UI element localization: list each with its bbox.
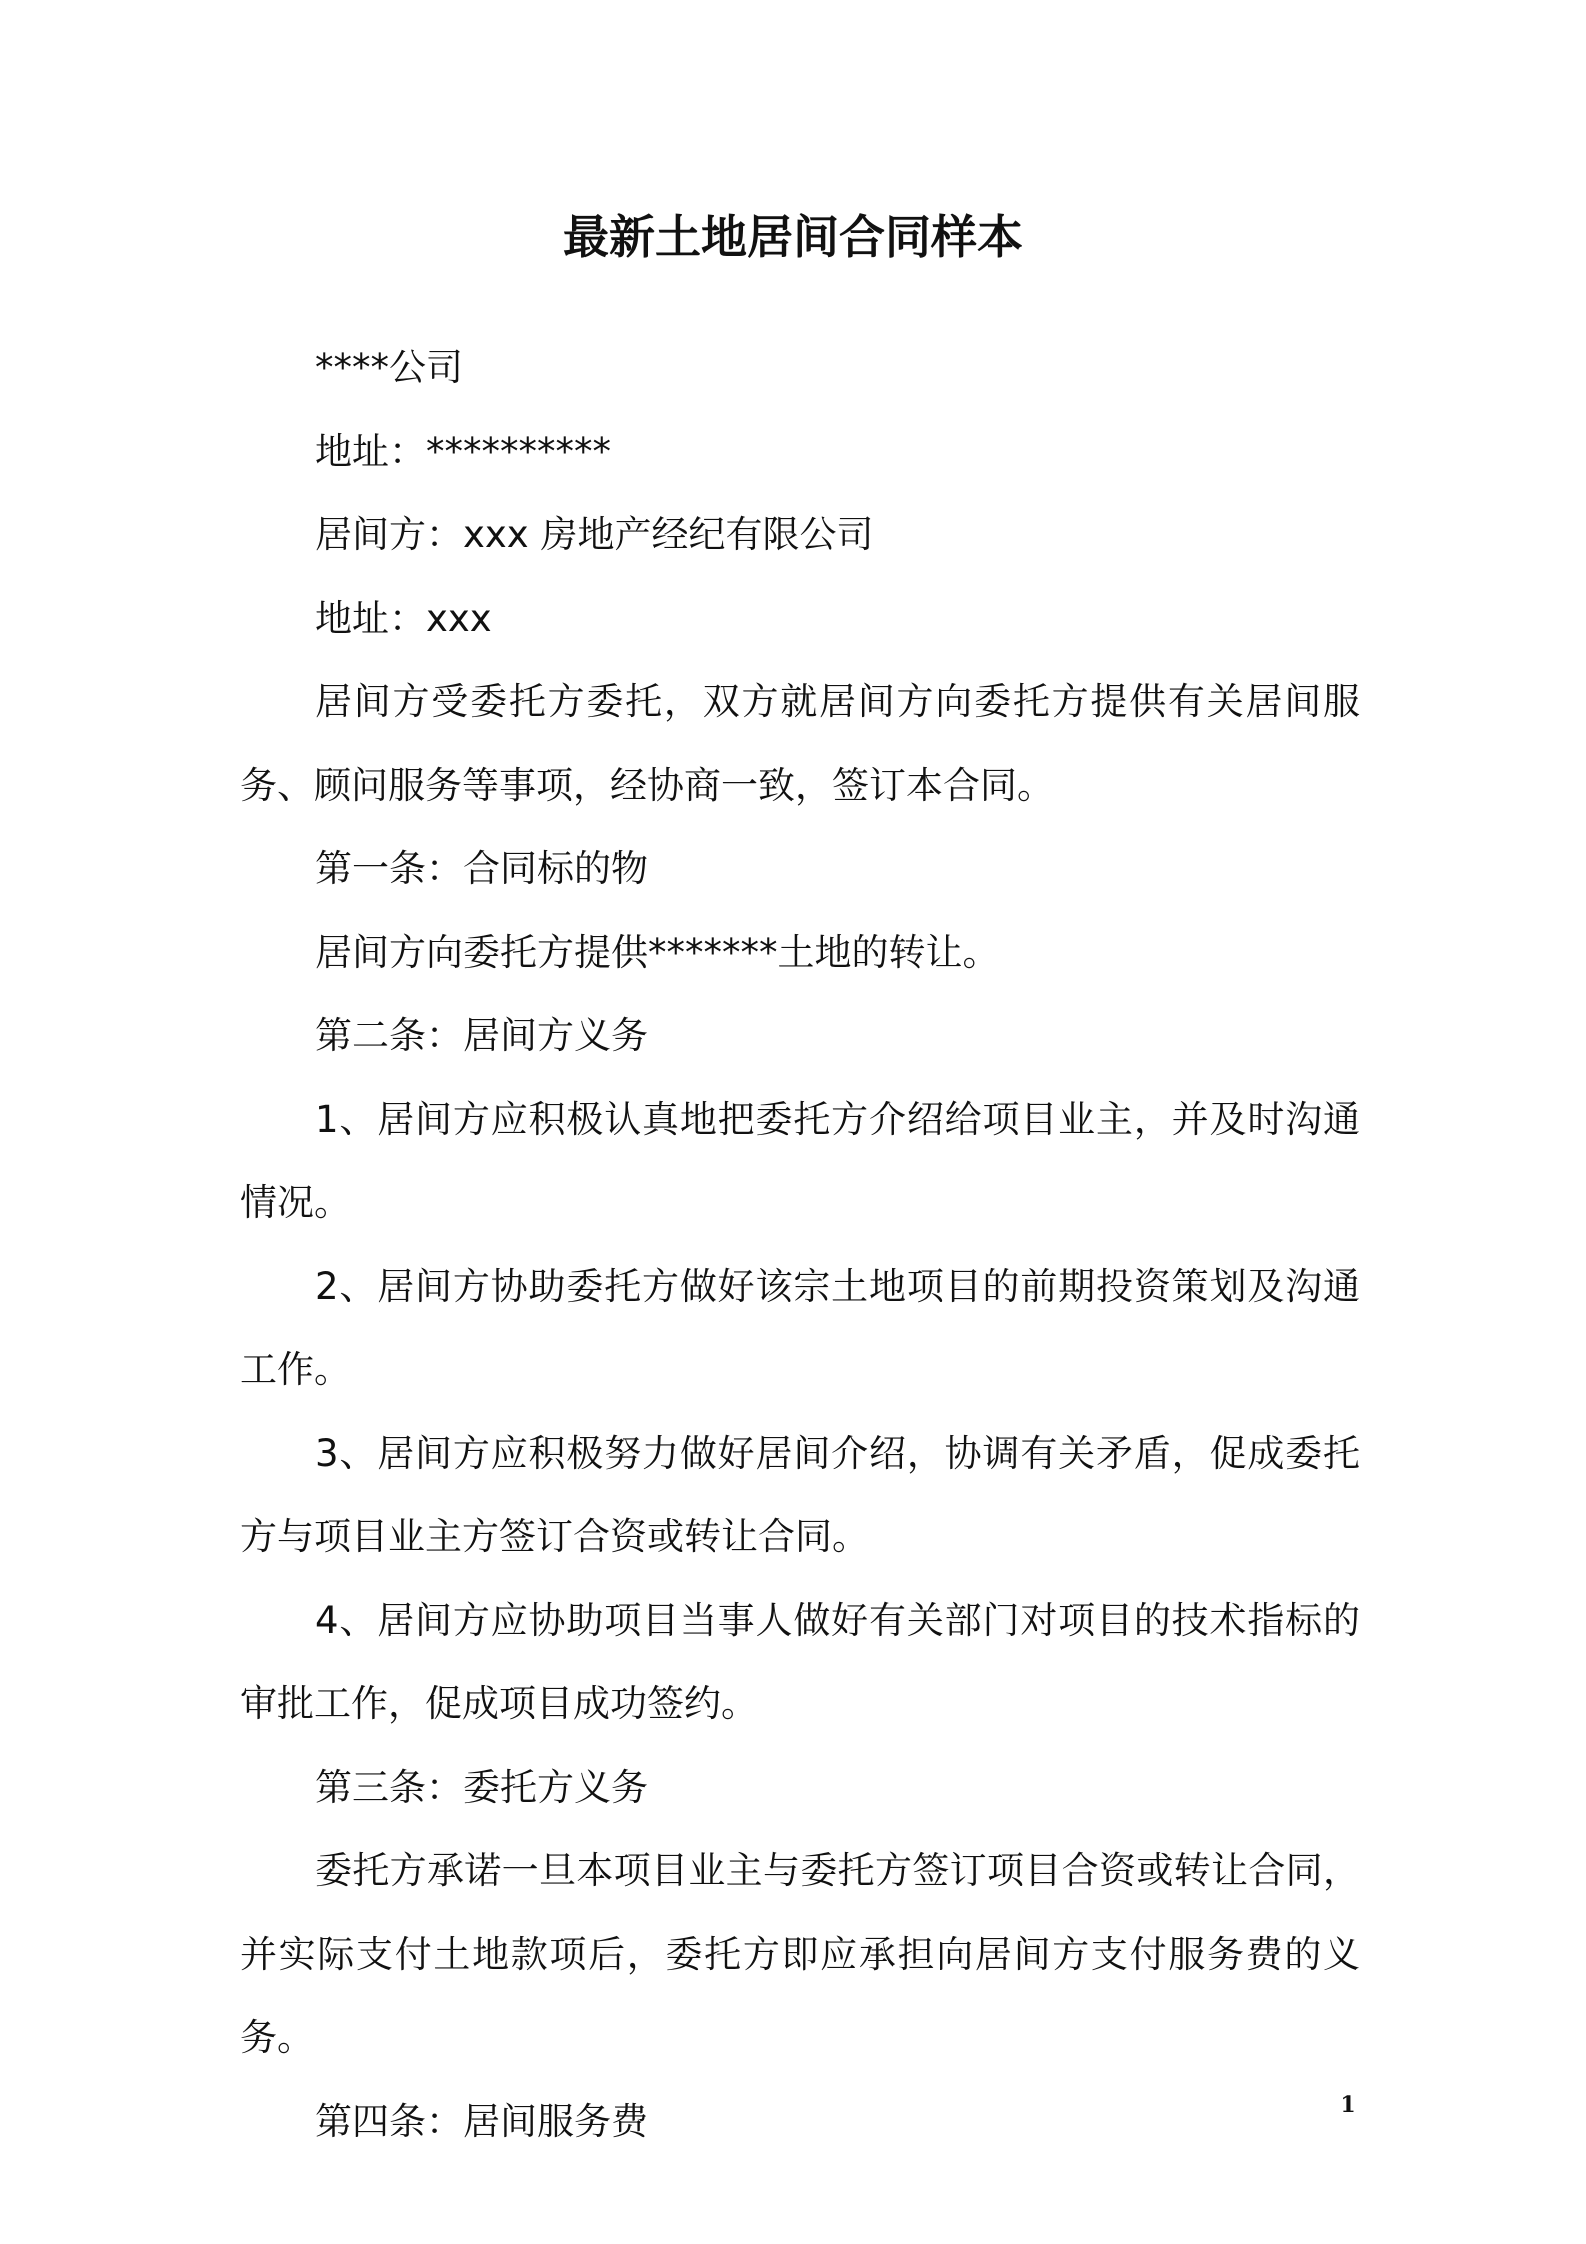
party-company-address: 地址：********** <box>315 429 611 473</box>
broker-address: 地址：xxx <box>315 596 492 640</box>
article-1-heading: 第一条：合同标的物 <box>315 847 648 890</box>
article-3-text: 委托方承诺一旦本项目业主与委托方签订项目合资或转让合同，并实际支付土地款项后，委托方即应承担向居间方支付服务费的义务。 <box>240 1849 1360 2059</box>
document-title: 最新土地居间合同样本 <box>563 210 1023 264</box>
article-2-heading: 第二条：居间方义务 <box>315 1014 648 1057</box>
article-2-item-3: 3、居间方应积极努力做好居间介绍，协调有关矛盾，促成委托方与项目业主方签订合资或转让合同。 <box>240 1431 1360 1558</box>
article-3-heading: 第三条：委托方义务 <box>315 1765 648 1809</box>
article-2-item-2: 2、居间方协助委托方做好该宗土地项目的前期投资策划及沟通工作。 <box>240 1264 1360 1391</box>
page-number: 1 <box>1340 2092 1356 2118</box>
article-4-heading: 第四条：居间服务费 <box>315 2099 648 2143</box>
article-2-item-4: 4、居间方应协助项目当事人做好有关部门对项目的技术指标的审批工作，促成项目成功签约。 <box>240 1598 1360 1725</box>
broker-party: 居间方：xxx 房地产经纪有限公司 <box>315 513 874 556</box>
preamble-paragraph: 居间方受委托方委托，双方就居间方向委托方提供有关居间服务、顾问服务等事项，经协商一致，签订本合同。 <box>240 680 1360 807</box>
document-body <box>240 326 1360 2163</box>
article-1-text: 居间方向委托方提供*******土地的转让。 <box>315 930 1000 974</box>
party-company: ****公司 <box>315 346 463 389</box>
article-2-item-1: 1、居间方应积极认真地把委托方介绍给项目业主，并及时沟通情况。 <box>240 1097 1360 1224</box>
